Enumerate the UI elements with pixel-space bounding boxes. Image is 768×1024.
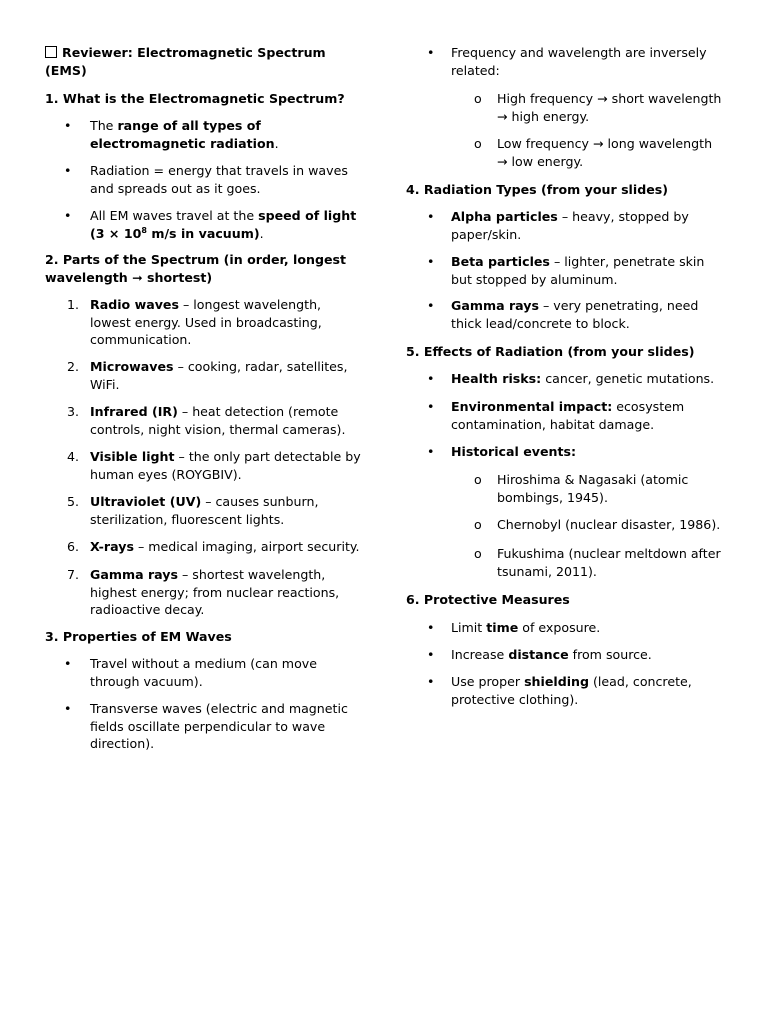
- list-item: 7. Gamma rays – shortest wavelength, highest energy; from nuclear reactions, radioactive decay.: [67, 567, 340, 617]
- list-item: • Alpha particles – heavy, stopped by paper/skin.: [427, 209, 689, 242]
- missing-glyph-icon: [45, 46, 57, 58]
- section-5-heading: 5. Effects of Radiation (from your slides): [406, 344, 695, 359]
- sub-list-item: o High frequency → short wavelength → high energy.: [474, 91, 722, 124]
- list-item: • Gamma rays – very penetrating, need thick lead/concrete to block.: [427, 298, 699, 331]
- list-item: 5. Ultraviolet (UV) – causes sunburn, sterilization, fluorescent lights.: [67, 494, 319, 527]
- sub-list-item: o Fukushima (nuclear meltdown after tsunami, 2011).: [474, 546, 721, 579]
- list-item: • The range of all types of electromagnetic radiation.: [64, 118, 279, 151]
- document-title: Reviewer: Electromagnetic Spectrum (EMS): [45, 45, 326, 78]
- list-item: • All EM waves travel at the speed of light ($3 \times 10^8$ m/s in vacuum).: [64, 208, 357, 241]
- list-item: 6. X-rays – medical imaging, airport security.: [67, 539, 360, 554]
- list-item: • Frequency and wavelength are inversely related:: [427, 45, 707, 78]
- list-item: • Increase distance from source.: [427, 647, 652, 662]
- list-item: 4. Visible light – the only part detectable by human eyes (ROYGBIV).: [67, 449, 361, 482]
- list-item: • Radiation = energy that travels in waves and spreads out as it goes.: [64, 163, 348, 196]
- section-6-heading: 6. Protective Measures: [406, 592, 570, 607]
- list-item: 1. Radio waves – longest wavelength, lowest energy. Used in broadcasting, communication.: [67, 297, 322, 347]
- list-item: • Environmental impact: ecosystem contamination, habitat damage.: [427, 399, 685, 432]
- sub-list-item: o Chernobyl (nuclear disaster, 1986).: [474, 517, 721, 532]
- section-3-heading: 3. Properties of EM Waves: [45, 629, 232, 644]
- list-item: • Travel without a medium (can move through vacuum).: [64, 656, 317, 689]
- section-4-heading: 4. Radiation Types (from your slides): [406, 182, 669, 197]
- list-item: 2. Microwaves – cooking, radar, satellites, WiFi.: [67, 359, 348, 392]
- list-item: • Transverse waves (electric and magnetic fields oscillate perpendicular to wave direction).: [64, 701, 348, 751]
- list-item: • Health risks: cancer, genetic mutations.: [427, 371, 715, 386]
- list-item: • Use proper shielding (lead, concrete, protective clothing).: [427, 674, 692, 707]
- sub-list-item: o Low frequency → long wavelength → low energy.: [474, 136, 713, 169]
- list-item: • Historical events:: [427, 444, 577, 459]
- list-item: 3. Infrared (IR) – heat detection (remote controls, night vision, thermal cameras).: [67, 404, 346, 437]
- list-item: • Limit time of exposure.: [427, 620, 601, 635]
- section-1-heading: 1. What is the Electromagnetic Spectrum?: [45, 91, 345, 106]
- list-item: • Beta particles – lighter, penetrate skin but stopped by aluminum.: [427, 254, 705, 287]
- sub-list-item: o Hiroshima & Nagasaki (atomic bombings, 1945).: [474, 472, 689, 505]
- section-2-heading: 2. Parts of the Spectrum (in order, longest wavelength ➞ shortest): [45, 252, 347, 285]
